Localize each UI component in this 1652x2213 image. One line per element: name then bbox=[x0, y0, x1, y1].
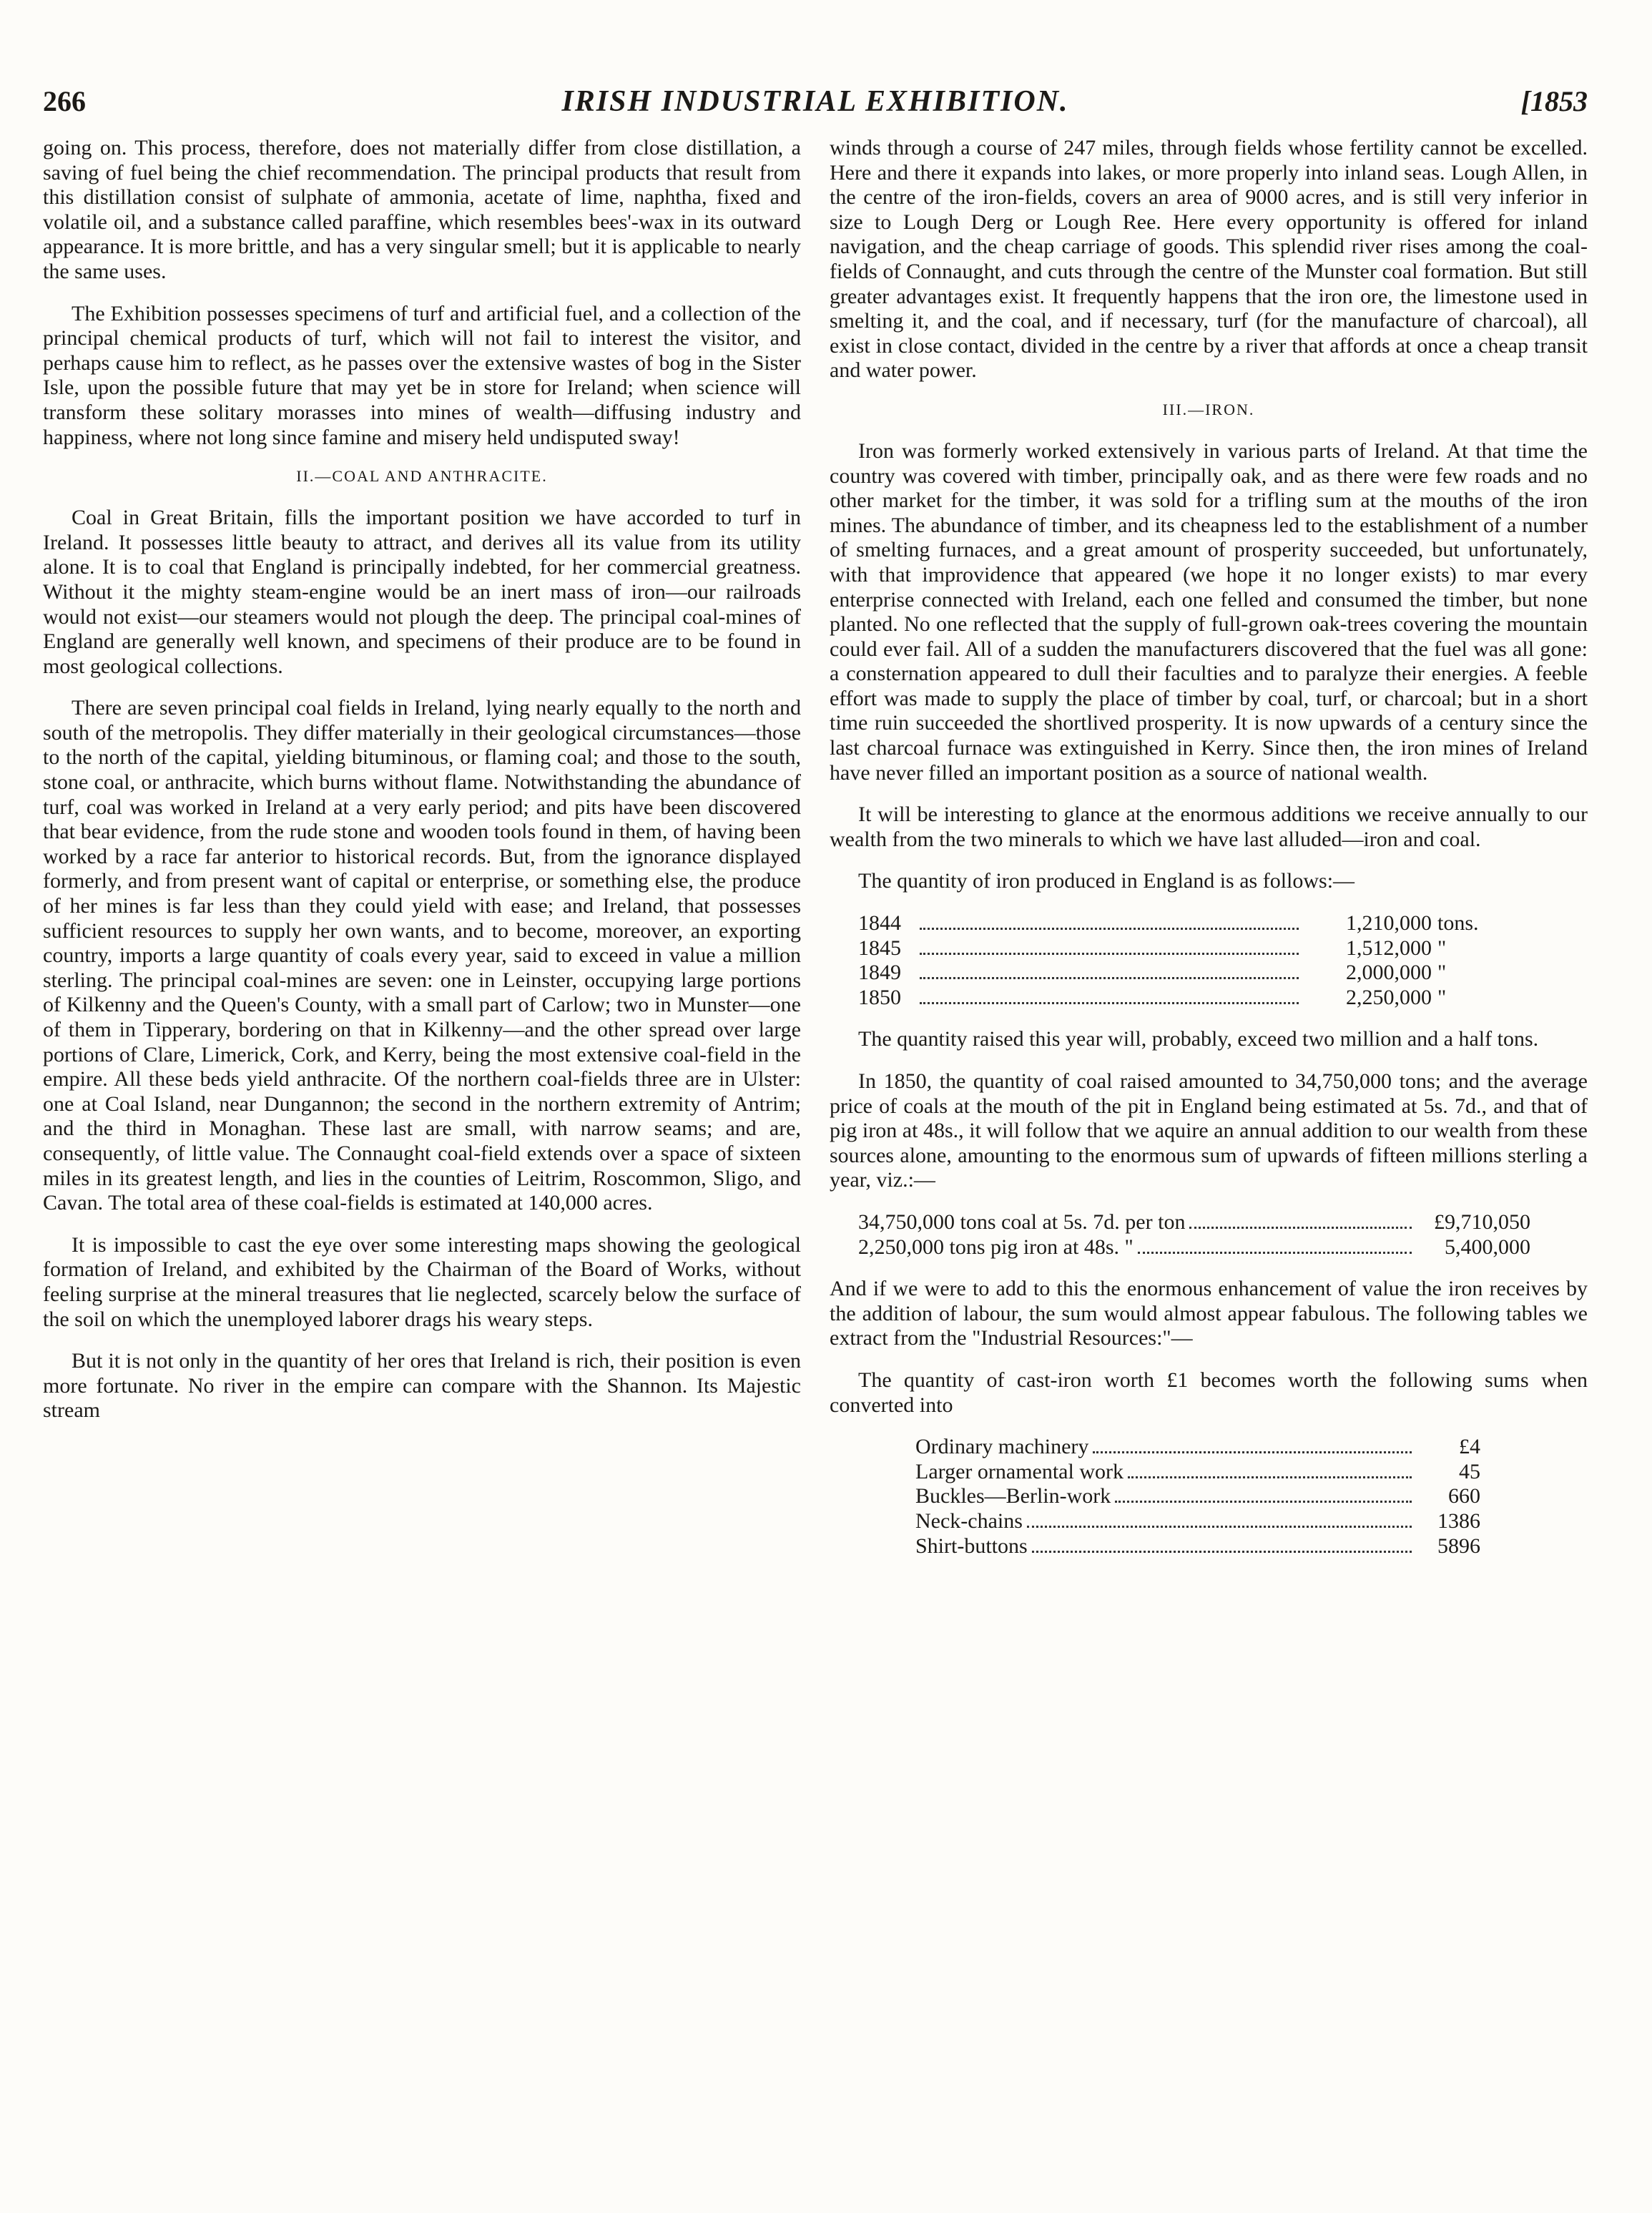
table-cell-amount: 1,210,000 bbox=[1346, 911, 1432, 936]
paragraph: The quantity raised this year will, probably, exceed two million and a half tons. bbox=[858, 1027, 1539, 1051]
paragraph: It is impossible to cast the eye over some interesting maps showing the geological formation of Ireland, and exhibited by the Chairman of the Board of Works, without feeling surprise at the mineral treasures that lie neglected, scarcely below the surface of the soil on which the unemployed laborer drags his weary steps. bbox=[43, 1232, 801, 1331]
table-cell-amount: £9,710,050 bbox=[1434, 1209, 1530, 1234]
table-cell-amount: 5,400,000 bbox=[1445, 1235, 1530, 1259]
table-row bbox=[858, 911, 1502, 936]
table-cell-year: 1850 bbox=[858, 985, 901, 1009]
table-cell-amount: 2,250,000 bbox=[1346, 985, 1432, 1009]
table-cell-description: 34,750,000 tons coal at 5s. 7d. per ton bbox=[858, 1209, 1186, 1234]
dot-leader bbox=[1128, 1476, 1412, 1478]
table-cell-unit: " bbox=[1437, 961, 1447, 985]
table-row bbox=[858, 986, 1502, 1011]
table-row bbox=[858, 936, 1502, 961]
dot-leader bbox=[1138, 1252, 1412, 1254]
dot-leader bbox=[920, 977, 1299, 979]
paragraph: Coal in Great Britain, fills the important position we have accorded to turf in Ireland. It possesses little beauty to attract, and derives all its value from its utility alone. It is to coal that England is principally indebted, for her commercial greatness. Without it the mighty steam-engine would be an inert mass of iron—our railroads would not exist—our steamers would not plough the deep. The principal coal-mines of England are generally well known, and specimens of their produce are to be found in most geological collections. bbox=[43, 506, 801, 678]
table-cell-item: Ordinary machinery bbox=[915, 1435, 1089, 1459]
dot-leader bbox=[1093, 1451, 1412, 1453]
table-cell-item: Buckles—Berlin-work bbox=[915, 1484, 1111, 1508]
dot-leader bbox=[920, 953, 1299, 955]
section-heading-coal: II.—COAL AND ANTHRACITE. bbox=[296, 467, 548, 486]
section-heading-iron: III.—IRON. bbox=[1162, 400, 1255, 418]
table-row bbox=[915, 1509, 1480, 1534]
table-cell-year: 1849 bbox=[858, 961, 901, 985]
table-cell-value: £4 bbox=[1459, 1435, 1480, 1459]
table-cell-unit: tons. bbox=[1437, 911, 1479, 936]
table-cell-unit: " bbox=[1437, 936, 1447, 960]
table-cell-value: 660 bbox=[1448, 1484, 1480, 1508]
table-cell-value: 45 bbox=[1459, 1459, 1480, 1483]
table-row bbox=[915, 1534, 1480, 1559]
left-column bbox=[43, 136, 801, 1441]
table-cell-item: Neck-chains bbox=[915, 1508, 1023, 1533]
iron-production-table bbox=[858, 911, 1502, 1010]
table-cell-item: Shirt-buttons bbox=[915, 1534, 1028, 1558]
paragraph: But it is not only in the quantity of her ores that Ireland is rich, their position is even more fortunate. No river in the empire can compare with the Shannon. Its Majestic stream bbox=[43, 1349, 801, 1423]
table-cell-year: 1844 bbox=[858, 911, 901, 936]
table-cell-amount: 1,512,000 bbox=[1346, 936, 1432, 960]
dot-leader bbox=[1032, 1551, 1412, 1553]
dot-leader bbox=[920, 1002, 1299, 1004]
table-cell-amount: 2,000,000 bbox=[1346, 961, 1432, 985]
wealth-calculation-table bbox=[858, 1210, 1530, 1260]
dot-leader bbox=[920, 928, 1299, 930]
running-title: IRISH INDUSTRIAL EXHIBITION. bbox=[561, 85, 1069, 118]
right-column bbox=[830, 136, 1588, 1576]
paragraph: The Exhibition possesses specimens of turf and artificial fuel, and a collection of the principal chemical products of turf, which will not fail to interest the visitor, and perhaps cause him to reflect, as he passes over the extensive wastes of bog in the Sister Isle, upon the possible future that may yet be in store for Ireland; when science will transform these solitary morasses into mines of wealth—diffusing industry and happiness, where not long since famine and misery held undisputed sway! bbox=[43, 301, 801, 449]
table-cell-unit: " bbox=[1437, 985, 1447, 1009]
paragraph: And if we were to add to this the enormous enhancement of value the iron receives by the addition of labour, the sum would almost appear fabulous. The following tables we extract from the "Industrial Resources:"— bbox=[830, 1277, 1588, 1350]
paragraph: winds through a course of 247 miles, through fields whose fertility cannot be excelled. Here and there it expands into lakes, or more properly into inland seas. Lough Allen, in the centre of the iron-fields, covers an area of 9000 acres, and is still very inferior in size to Lough Derg or Lough Ree. Here every opportunity is offered for inland navigation, and the cheap carriage of goods. This splendid river rises among the coal-fields of Connaught, and cuts through the centre of the Munster coal formation. But still greater advantages exist. It frequently happens that the iron ore, the limestone used in smelting it, and the coal, and if necessary, turf (for the manufacture of charcoal), all exist in close contact, divided in the centre by a river that affords at once a cheap transit and water power. bbox=[830, 136, 1588, 383]
table-cell-value: 1386 bbox=[1437, 1508, 1480, 1533]
table-row bbox=[915, 1460, 1480, 1485]
paragraph: In 1850, the quantity of coal raised amounted to 34,750,000 tons; and the average price of coals at the mouth of the pit in England being estimated at 5s. 7d., and that of pig iron at 48s., it will follow that we aquire an annual addition to our wealth from these sources alone, amounting to the enormous sum of upwards of fifteen millions sterling a year, viz.:— bbox=[830, 1069, 1588, 1192]
dot-leader bbox=[1027, 1526, 1412, 1528]
table-cell-description: 2,250,000 tons pig iron at 48s. " bbox=[858, 1235, 1134, 1259]
header-year: [1853 bbox=[1520, 85, 1588, 117]
table-cell-year: 1845 bbox=[858, 936, 901, 960]
paragraph: going on. This process, therefore, does not materially differ from close distillation, a saving of fuel being the chief recommendation. The principal products that result from this distillation consist of sulphate of ammonia, acetate of lime, naphtha, fixed and volatile oil, and a substance called paraffine, which resembles bees'-wax in its outward appearance. It is more brittle, and has a very singular smell; but it is applicable to nearly the same uses. bbox=[43, 136, 801, 283]
paragraph: The quantity of cast-iron worth £1 becomes worth the following sums when converted into bbox=[830, 1368, 1588, 1417]
paragraph: The quantity of iron produced in England is as follows:— bbox=[858, 869, 1355, 893]
dot-leader bbox=[1189, 1227, 1412, 1229]
table-row bbox=[858, 961, 1502, 986]
page-number: 266 bbox=[43, 85, 86, 117]
paragraph: There are seven principal coal fields in Ireland, lying nearly equally to the north and south of the metropolis. They differ materially in their geological circumstances—those to the north of the capital, yielding bituminous, or flaming coal; and those to the south, stone coal, or anthracite, which burns without flame. Notwithstanding the abundance of turf, coal was worked in Ireland at a very early period; and pits have been discovered that bear evidence, from the rude stone and wooden tools found in them, of having been worked by a race far anterior to historical records. But, from the ignorance displayed formerly, and from present want of capital or enterprise, or something else, the produce of her mines is far less than they could yield with ease; and Ireland, that possesses sufficient resources to supply her own wants, and to become, moreover, an exporting country, imports a large quantity of coals every year, said to exceed in value a million sterling. The principal coal-mines are seven: one in Leinster, occupying large portions of Kilkenny and the Queen's County, with a small part of Carlow; two in Munster—one of them in Tipperary, bordering on that in Kilkenny—and the other spread over large portions of Clare, Limerick, Cork, and Kerry, being the most extensive coal-field in the empire. All these beds yield anthracite. Of the northern coal-fields three are in Ulster: one at Coal Island, near Dungannon; the second in the northern extremity of Antrim; and the third in Monaghan. These last are small, with narrow seams; and are, consequently, of little value. The Connaught coal-field extends over a space of sixteen miles in its greatest length, and lies in the counties of Leitrim, Roscommon, Sligo, and Cavan. The total area of these coal-fields is estimated at 140,000 acres. bbox=[43, 696, 801, 1215]
table-row bbox=[915, 1484, 1480, 1509]
table-row bbox=[858, 1235, 1530, 1260]
paragraph: It will be interesting to glance at the enormous additions we receive annually to our wealth from the two minerals to which we have last alluded—iron and coal. bbox=[830, 803, 1588, 851]
dot-leader bbox=[1115, 1501, 1412, 1503]
table-cell-item: Larger ornamental work bbox=[915, 1459, 1124, 1483]
cast-iron-value-table bbox=[915, 1435, 1480, 1559]
paragraph: Iron was formerly worked extensively in various parts of Ireland. At that time the country was covered with timber, principally oak, and as there were few roads and no other market for the timber, it was sold for a trifling sum at the mouths of the iron mines. The abundance of timber, and its cheapness led to the establishment of a number of smelting furnaces, and a great amount of prosperity succeeded, but unfortunately, with that improvidence that appeared (we hope it no longer exists) to mar every enterprise connected with Ireland, each one felled and consumed the timber, but none planted. No one reflected that the supply of full-grown oak-trees covering the mountain could ever fail. All of a sudden the manufacturers discovered that the fuel was all gone: a consternation appeared to dull their faculties and to paralyze their energies. A feeble effort was made to supply the place of timber by coal, turf, or charcoal; but in a short time ruin succeeded the shortlived prosperity. It is now upwards of a century since the last charcoal furnace was extinguished in Kerry. Since then, the iron mines of Ireland have never filled an important position as a source of national wealth. bbox=[830, 438, 1588, 785]
table-row bbox=[858, 1210, 1530, 1235]
table-row bbox=[915, 1435, 1480, 1460]
running-header bbox=[43, 84, 1588, 127]
table-cell-value: 5896 bbox=[1437, 1534, 1480, 1558]
